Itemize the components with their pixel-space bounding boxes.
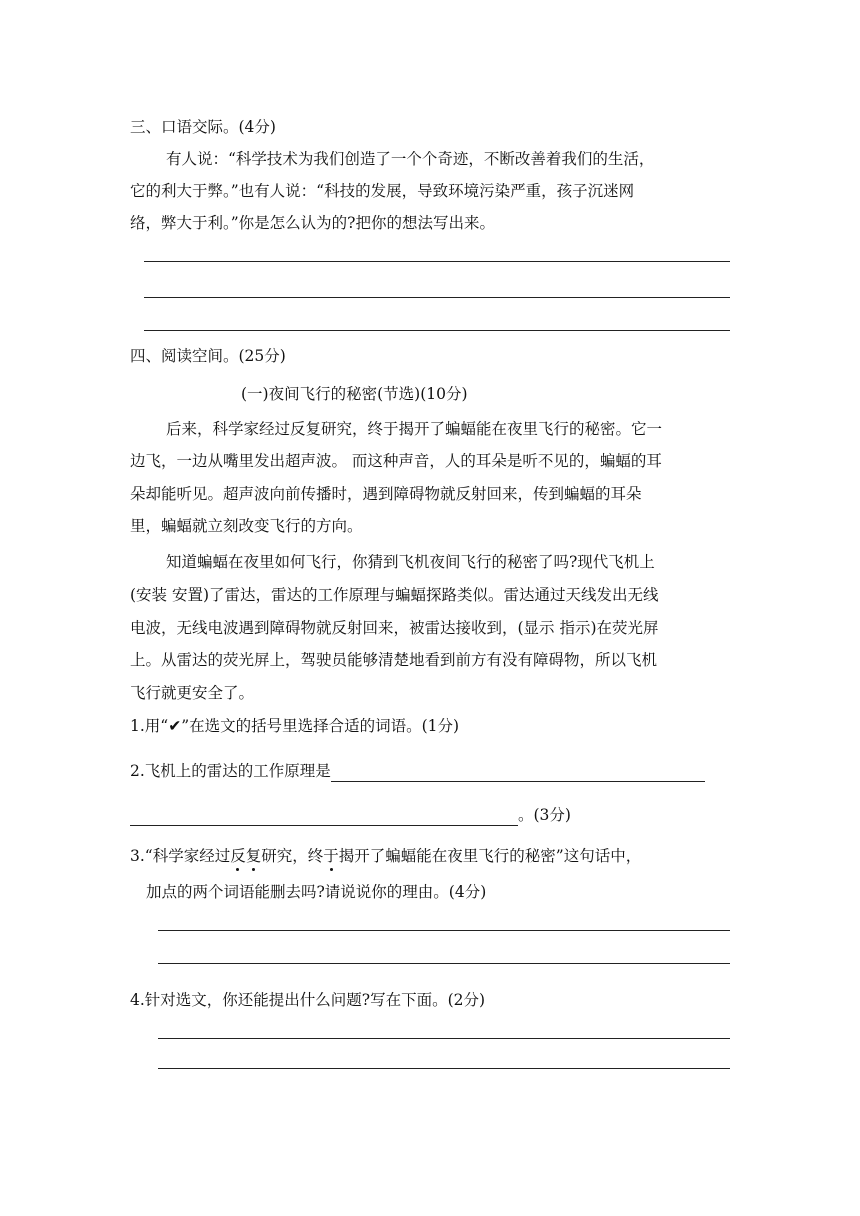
dotted-char: 于: [323, 847, 339, 865]
answer-line[interactable]: [158, 1068, 730, 1069]
question-2: [130, 760, 705, 782]
question-4: 4.针对选文，你还能提出什么问题?写在下面。(2分): [130, 991, 486, 1009]
answer-line[interactable]: [144, 261, 730, 262]
section3-text-line: 有人说：“科学技术为我们创造了一个个奇迹，不断改善着我们的生活，: [166, 150, 655, 168]
question-1: 1.用“✔”在选文的括号里选择合适的词语。(1分): [130, 717, 460, 735]
question-3-text: 3.“科学家经过: [130, 847, 231, 865]
answer-blank[interactable]: [331, 765, 705, 782]
question-3-line2: 加点的两个词语能删去吗?请说说你的理由。(4分): [146, 883, 487, 901]
passage-line: 知道蝙蝠在夜里如何飞行，你猜到飞机夜间飞行的秘密了吗?现代飞机上: [166, 553, 655, 571]
question-2-score: 。(3分): [518, 806, 571, 824]
answer-line[interactable]: [158, 963, 730, 964]
question-2-continuation: [130, 804, 571, 826]
section3-text-line: 络，弊大于利。”你是怎么认为的?把你的想法写出来。: [130, 214, 495, 232]
answer-line[interactable]: [144, 297, 730, 298]
question-3: [130, 845, 641, 867]
passage-line: 里，蝙蝠就立刻改变飞行的方向。: [130, 517, 363, 535]
dotted-char: 反: [230, 847, 246, 865]
answer-line[interactable]: [158, 930, 730, 931]
passage-line: 朵却能听见。超声波向前传播时，遇到障碍物就反射回来，传到蝙蝠的耳朵: [130, 485, 642, 503]
passage-line: 边飞，一边从嘴里发出超声波。 而这种声音，人的耳朵是听不见的，蝙蝠的耳: [130, 452, 662, 470]
passage-line: 飞行就更安全了。: [130, 684, 255, 702]
section3-text-line: 它的利大于弊。”也有人说：“科技的发展，导致环境污染严重，孩子沉迷网: [130, 182, 635, 200]
passage-line: 电波，无线电波遇到障碍物就反射回来，被雷达接收到，(显示 指示)在荧光屏: [130, 619, 659, 637]
section4-heading: 四、阅读空间。(25分): [130, 347, 286, 365]
dotted-char: 复: [245, 847, 262, 865]
question-2-text: 2.飞机上的雷达的工作原理是: [130, 762, 331, 780]
section3-heading: 三、口语交际。(4分): [130, 118, 276, 136]
answer-line[interactable]: [158, 1038, 730, 1039]
answer-line[interactable]: [144, 330, 730, 331]
passage-line: (安装 安置)了雷达，雷达的工作原理与蝙蝠探路类似。雷达通过天线发出无线: [130, 586, 659, 604]
passage-line: 上。从雷达的荧光屏上，驾驶员能够清楚地看到前方有没有障碍物，所以飞机: [130, 651, 658, 669]
question-3-text: 研究，终: [261, 847, 324, 865]
passage-title: (一)夜间飞行的秘密(节选)(10分): [241, 385, 468, 403]
question-3-text: 揭开了蝙蝠能在夜里飞行的秘密”这句话中，: [338, 847, 642, 865]
answer-blank[interactable]: [130, 809, 518, 826]
passage-line: 后来，科学家经过反复研究，终于揭开了蝙蝠能在夜里飞行的秘密。它一: [166, 420, 663, 438]
